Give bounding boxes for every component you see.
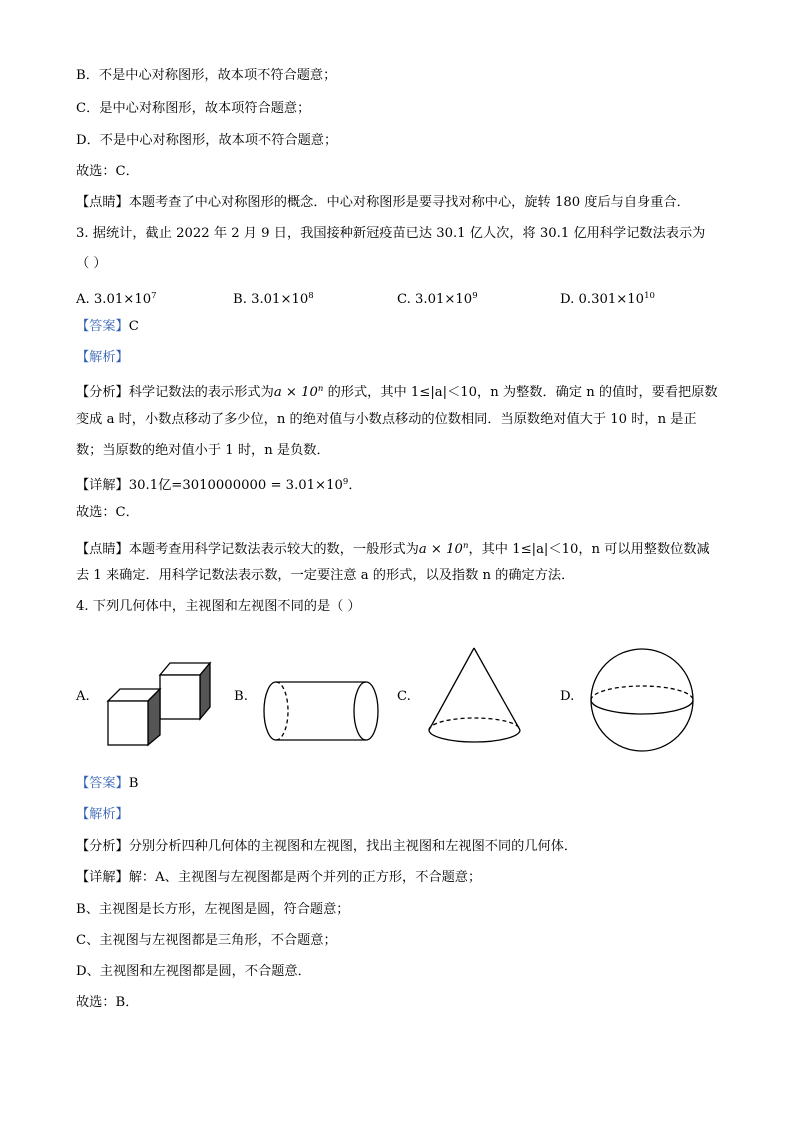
q3-fenxi-text-a: 科学记数法的表示形式为 [128, 385, 274, 400]
q3-option-a-exp: 7 [151, 291, 157, 301]
q3-option-c-exp: 9 [472, 291, 478, 301]
q3-choice: 故选：C． [76, 505, 139, 520]
prev-choice: 故选：C． [76, 164, 139, 179]
q3-comment-text-b: ，其中 1≤|a|＜10，n 可以用整数位数减 [468, 542, 710, 557]
prev-option-d: D．不是中心对称图形，故本项不符合题意； [76, 133, 338, 148]
q3-answer-value: C [128, 319, 139, 334]
prev-option-b: B．不是中心对称图形，故本项不符合题意； [76, 68, 337, 83]
q3-fenxi-text-b: 的形式，其中 1≤|a|＜10，n 为整数．确定 n 的值时，要看把原数 [323, 385, 718, 400]
q3-option-a-label: A. 3.01×10 [76, 292, 152, 307]
q4-stem: 4. 下列几何体中，主视图和左视图不同的是（ ） [76, 599, 361, 614]
q4-answer-tag: 【答案】 [76, 776, 129, 791]
q4-detail-line-b: B、主视图是长方形，左视图是圆，符合题意； [76, 902, 350, 917]
prev-option-c: C．是中心对称图形，故本项符合题意； [76, 101, 311, 116]
q3-fenxi-tag: 【分析】 [76, 385, 129, 400]
prev-comment-tag: 【点睛】 [76, 195, 129, 210]
prev-comment-text: 本题考查了中心对称图形的概念．中心对称图形是要寻找对称中心，旋转 180 度后与自身重合． [128, 195, 690, 210]
q4-figure-d-sphere [588, 648, 698, 752]
q4-fenxi [76, 838, 577, 856]
q4-fenxi-tag: 【分析】 [76, 839, 129, 854]
q3-detail-tag: 【详解】 [76, 478, 129, 493]
q3-option-b-exp: 8 [308, 291, 314, 301]
q3-analysis-tag: 【解析】 [76, 350, 129, 365]
q4-figure-a-cubes [104, 655, 216, 750]
q3-option-c [397, 287, 478, 309]
q4-detail [76, 869, 481, 887]
q3-option-b [233, 287, 314, 309]
q4-fenxi-text: 分别分析四种几何体的主视图和左视图，找出主视图和左视图不同的几何体． [128, 839, 578, 854]
q4-figure-label-b: B. [234, 689, 248, 704]
q3-comment-line2: 去 1 来确定．用科学记数法表示数，一定要注意 a 的形式，以及指数 n 的确定方法． [76, 568, 575, 583]
q3-comment-formula-exp: n [462, 541, 469, 551]
q3-comment-tag: 【点睛】 [76, 542, 129, 557]
q4-detail-tag: 【详解】 [76, 870, 129, 885]
q4-figure-b-cylinder [260, 678, 386, 744]
q4-answer [76, 775, 138, 793]
q3-option-a [76, 287, 157, 309]
q3-detail-end: ． [348, 478, 362, 493]
q4-answer-value: B [128, 776, 139, 791]
q3-option-d [560, 287, 655, 309]
q4-detail-line-c: C、主视图与左视图都是三角形，不合题意； [76, 933, 337, 948]
q3-option-b-label: B. 3.01×10 [233, 292, 309, 307]
q3-fenxi-formula-exp: n [317, 384, 324, 394]
q3-paren: （ ） [76, 256, 107, 271]
q3-fenxi-line1 [76, 380, 718, 402]
q4-analysis-tag: 【解析】 [76, 807, 129, 822]
q3-answer [76, 318, 139, 336]
q4-figure-c-cone [426, 645, 524, 745]
prev-comment [76, 194, 690, 212]
q4-figure-label-d: D. [560, 689, 575, 704]
q3-comment-text-a: 本题考查用科学记数法表示较大的数，一般形式为 [128, 542, 419, 557]
q3-fenxi-line3: 数；当原数的绝对值小于 1 时，n 是负数． [76, 443, 330, 458]
q3-comment-line1 [76, 537, 710, 559]
q4-figure-label-a: A. [76, 689, 90, 704]
q3-fenxi-formula: a × 10 [273, 385, 318, 400]
q3-detail-text: 30.1亿=3010000000 = 3.01×10 [128, 478, 343, 493]
q3-detail [76, 473, 362, 495]
q3-stem: 3. 据统计，截止 2022 年 2 月 9 日，我国接种新冠疫苗已达 30.1 亿人次，将 30.1 亿用科学记数法表示为 [76, 226, 706, 241]
q3-option-c-label: C. 3.01×10 [397, 292, 473, 307]
q3-comment-formula: a × 10 [418, 542, 463, 557]
q4-choice: 故选：B． [76, 995, 139, 1010]
q3-option-d-exp: 10 [644, 291, 655, 301]
q3-option-d-label: D. 0.301×10 [560, 292, 645, 307]
q4-detail-text: 解：A、主视图与左视图都是两个并列的正方形，不合题意； [128, 870, 482, 885]
q4-figure-label-c: C. [397, 689, 411, 704]
q3-detail-exp: 9 [342, 477, 349, 487]
q4-detail-line-d: D、主视图和左视图都是圆，不合题意． [76, 964, 311, 979]
q3-answer-tag: 【答案】 [76, 319, 129, 334]
q3-fenxi-line2: 变成 a 时，小数点移动了多少位，n 的绝对值与小数点移动的位数相同．当原数绝对值大于 10 时，n 是正 [76, 412, 697, 427]
